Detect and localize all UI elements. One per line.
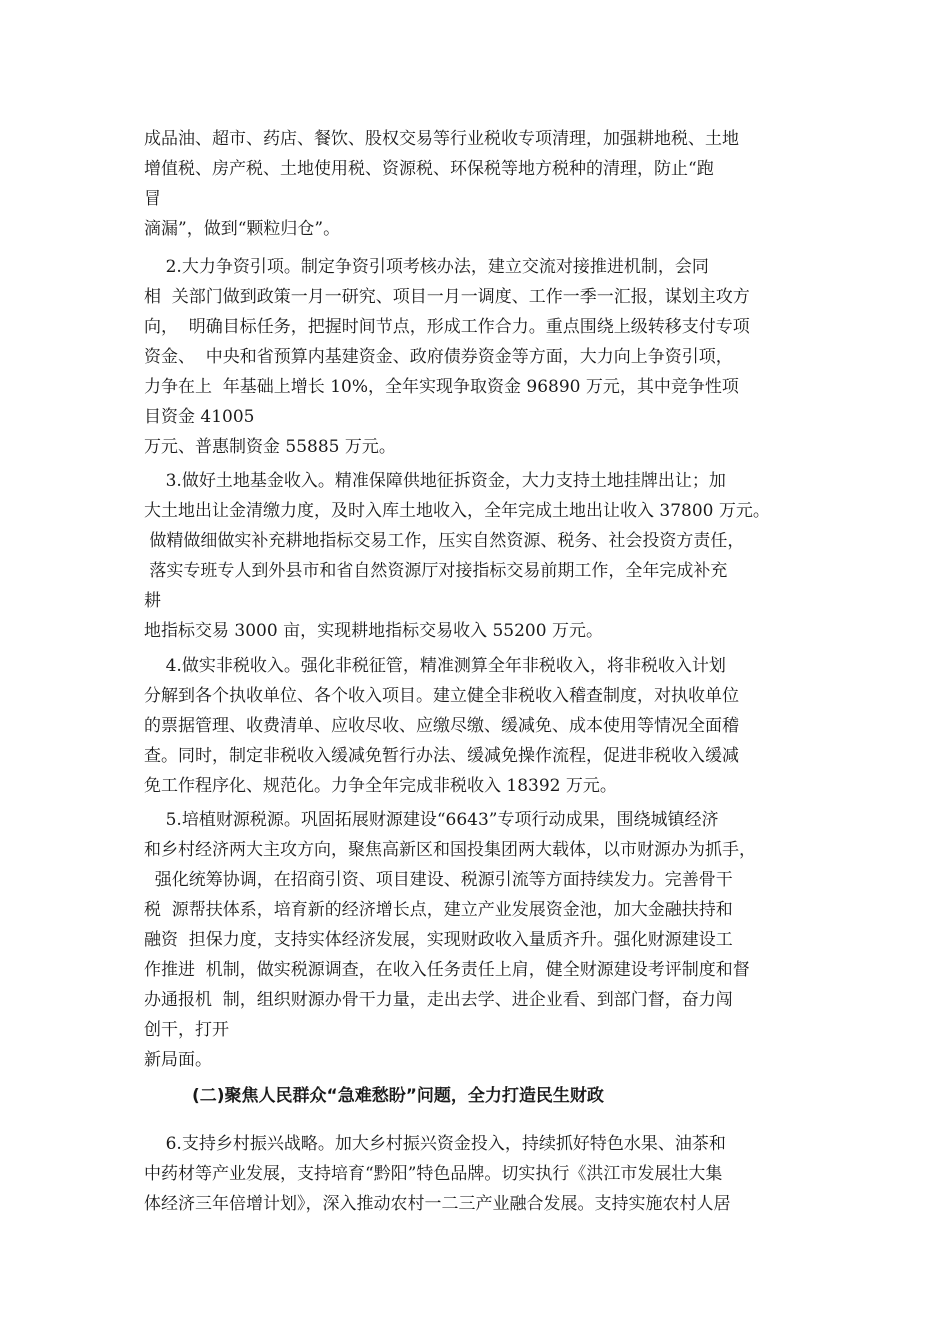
text-line: 融资 担保力度，支持实体经济发展，实现财政收入量质齐升。强化财源建设工 — [144, 930, 733, 950]
text-line: 中药材等产业发展，支持培育“黔阳”特色品牌。切实执行《洪江市发展壮大集 — [144, 1164, 723, 1184]
text-line: 的票据管理、收费清单、应收尽收、应缴尽缴、缓减免、成本使用等情况全面稽 — [144, 716, 739, 736]
text-line: 地指标交易 3000 亩，实现耕地指标交易收入 55200 万元。 — [144, 621, 603, 641]
paragraph-6-rural-revitalization — [144, 1129, 824, 1219]
paragraph-tax-cleanup — [144, 124, 824, 244]
text-line: 增值税、房产税、土地使用税、资源税、环保税等地方税种的清理，防止“跑 — [144, 159, 714, 179]
text-line: 耕 — [144, 591, 161, 611]
text-line: 滴漏”，做到“颗粒归仓”。 — [144, 219, 341, 239]
text-line: 新局面。 — [144, 1050, 212, 1070]
text-line: 万元、普惠制资金 55885 万元。 — [144, 437, 396, 457]
paragraph-2-funding — [144, 252, 824, 462]
text-line: 向， 明确目标任务，把握时间节点，形成工作合力。重点围绕上级转移支付专项 — [144, 317, 750, 337]
text-line: 体经济三年倍增计划》，深入推动农村一二三产业融合发展。支持实施农村人居 — [144, 1194, 731, 1214]
text-line: 成品油、超市、药店、餐饮、股权交易等行业税收专项清理，加强耕地税、土地 — [144, 129, 739, 149]
text-line: 强化统筹协调，在招商引资、项目建设、税源引流等方面持续发力。完善骨干 — [144, 870, 733, 890]
paragraph-4-non-tax — [144, 651, 824, 801]
paragraph-5-tax-sources — [144, 805, 824, 1075]
text-line: 5.培植财源税源。巩固拓展财源建设“6643”专项行动成果，围绕城镇经济 — [144, 810, 719, 830]
text-line: 做精做细做实补充耕地指标交易工作，压实自然资源、税务、社会投资方责任， — [144, 531, 745, 551]
text-line: 免工作程序化、规范化。力争全年完成非税收入 18392 万元。 — [144, 776, 617, 796]
text-line: 2.大力争资引项。制定争资引项考核办法，建立交流对接推进机制，会同 — [144, 257, 709, 277]
text-line: 查。同时，制定非税收入缓减免暂行办法、缓减免操作流程，促进非税收入缓减 — [144, 746, 739, 766]
text-line: 相 关部门做到政策一月一研究、项目一月一调度、工作一季一汇报，谋划主攻方 — [144, 287, 750, 307]
text-line: 目资金 41005 — [144, 407, 255, 427]
text-line: 税 源帮扶体系，培育新的经济增长点，建立产业发展资金池，加大金融扶持和 — [144, 900, 733, 920]
text-line: 冒 — [144, 189, 161, 209]
text-line: 力争在上 年基础上增长 10%，全年实现争取资金 96890 万元，其中竞争性项 — [144, 377, 739, 397]
text-line: 创干，打开 — [144, 1020, 229, 1040]
text-line: 和乡村经济两大主攻方向，聚焦高新区和国投集团两大载体，以市财源办为抓手， — [144, 840, 756, 860]
text-line: 资金、 中央和省预算内基建资金、政府债券资金等方面，大力向上争资引项， — [144, 347, 733, 367]
text-line: 办通报机 制，组织财源办骨干力量，走出去学、进企业看、到部门督，奋力闯 — [144, 990, 733, 1010]
section-heading: (二)聚焦人民群众“急难愁盼”问题，全力打造民生财政 — [192, 1086, 604, 1106]
text-line: 分解到各个执收单位、各个收入项目。建立健全非税收入稽查制度，对执收单位 — [144, 686, 739, 706]
text-line: 大土地出让金清缴力度，及时入库土地收入，全年完成土地出让收入 37800 万元。 — [144, 501, 770, 521]
text-line: 4.做实非税收入。强化非税征管，精准测算全年非税收入，将非税收入计划 — [144, 656, 726, 676]
text-line: 6.支持乡村振兴战略。加大乡村振兴资金投入，持续抓好特色水果、油茶和 — [144, 1134, 726, 1154]
text-line: 作推进 机制，做实税源调查，在收入任务责任上肩，健全财源建设考评制度和督 — [144, 960, 750, 980]
text-line: 3.做好土地基金收入。精准保障供地征拆资金，大力支持土地挂牌出让；加 — [144, 471, 726, 491]
text-line: 落实专班专人到外县市和省自然资源厅对接指标交易前期工作，全年完成补充 — [144, 561, 728, 581]
paragraph-3-land-fund — [144, 466, 824, 646]
